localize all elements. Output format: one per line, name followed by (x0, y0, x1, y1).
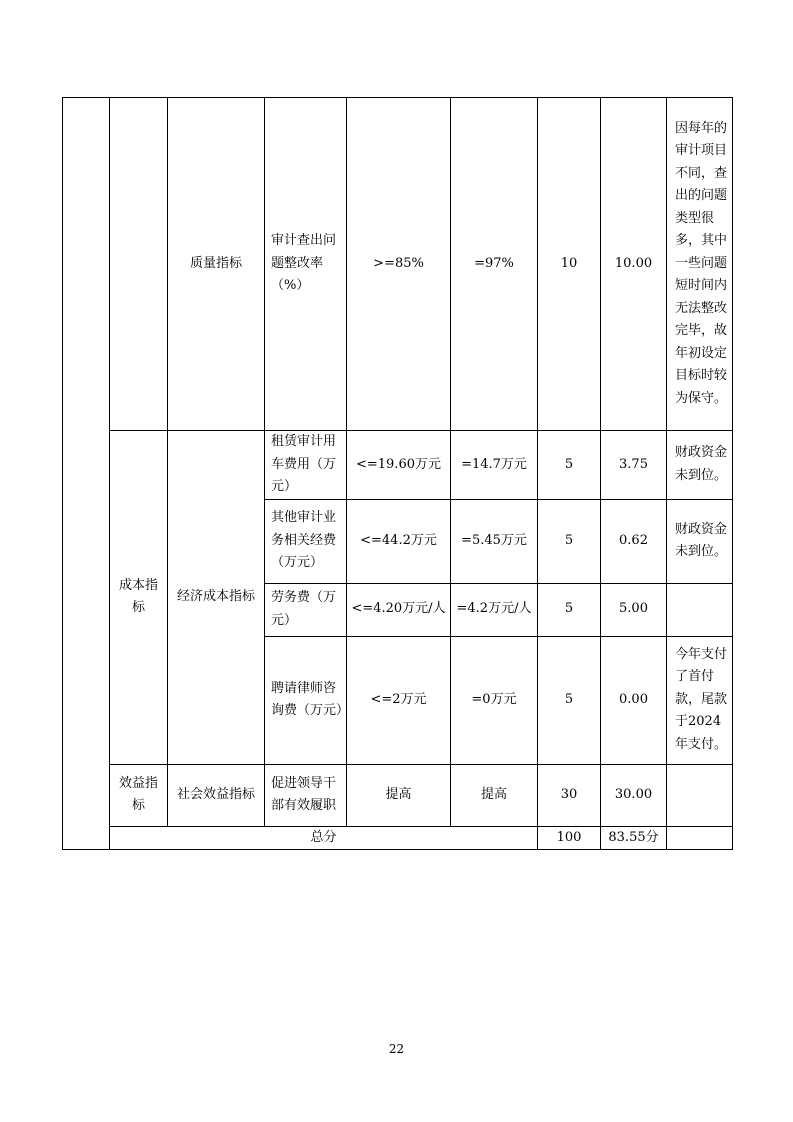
page-number: 22 (388, 1042, 405, 1056)
score-cell: 5.00 (601, 583, 667, 636)
actual-value-cell: =14.7万元 (451, 431, 538, 500)
deviation-note-cell: 今年支付了首付款，尾款于2024年支付。 (667, 636, 733, 764)
actual-value-cell: =4.2万元/人 (451, 583, 538, 636)
total-weight-cell: 100 (538, 826, 601, 850)
weight-cell: 5 (538, 583, 601, 636)
annual-target-cell: <=19.60万元 (347, 431, 451, 500)
indicator-name-cell: 聘请律师咨询费（万元） (265, 636, 347, 764)
annual-target-cell: 提高 (347, 764, 451, 826)
deviation-note-cell (667, 764, 733, 826)
table-row-cost-1 (63, 431, 733, 500)
tertiary-indicator-cell: 经济成本指标 (168, 431, 265, 765)
secondary-indicator-cell (110, 98, 168, 431)
tertiary-indicator-cell: 质量指标 (168, 98, 265, 431)
secondary-indicator-cell: 成本指标 (110, 431, 168, 765)
annual-target-cell: <=44.2万元 (347, 499, 451, 583)
tertiary-indicator-cell: 社会效益指标 (168, 764, 265, 826)
total-label-cell: 总分 (110, 826, 538, 850)
total-note-cell (667, 826, 733, 850)
score-cell: 0.00 (601, 636, 667, 764)
indicator-name-cell: 审计查出问题整改率（%） (265, 98, 347, 431)
table-row-benefit (63, 764, 733, 826)
actual-value-cell: =97% (451, 98, 538, 431)
weight-cell: 5 (538, 499, 601, 583)
annual-target-cell: <=2万元 (347, 636, 451, 764)
deviation-note-cell: 财政资金未到位。 (667, 499, 733, 583)
weight-cell: 5 (538, 431, 601, 500)
deviation-note-cell: 因每年的审计项目不同，查出的问题类型很多，其中一些问题短时间内无法整改完毕，故年初设定目标时较为保守。 (667, 98, 733, 431)
weight-cell: 10 (538, 98, 601, 431)
score-cell: 30.00 (601, 764, 667, 826)
total-score-cell: 83.55分 (601, 826, 667, 850)
deviation-note-cell (667, 583, 733, 636)
primary-indicator-cell (63, 98, 110, 850)
actual-value-cell: 提高 (451, 764, 538, 826)
indicator-name-cell: 租赁审计用车费用（万元） (265, 431, 347, 500)
score-cell: 10.00 (601, 98, 667, 431)
deviation-note-cell: 财政资金未到位。 (667, 431, 733, 500)
table-row-quality (63, 98, 733, 431)
weight-cell: 5 (538, 636, 601, 764)
indicator-name-cell: 其他审计业务相关经费（万元） (265, 499, 347, 583)
indicator-name-cell: 劳务费（万元） (265, 583, 347, 636)
score-cell: 0.62 (601, 499, 667, 583)
weight-cell: 30 (538, 764, 601, 826)
indicator-name-cell: 促进领导干部有效履职 (265, 764, 347, 826)
annual-target-cell: >=85% (347, 98, 451, 431)
actual-value-cell: =5.45万元 (451, 499, 538, 583)
annual-target-cell: <=4.20万元/人 (347, 583, 451, 636)
secondary-indicator-cell: 效益指标 (110, 764, 168, 826)
actual-value-cell: =0万元 (451, 636, 538, 764)
score-cell: 3.75 (601, 431, 667, 500)
table-row-total (63, 826, 733, 850)
performance-table (62, 97, 733, 850)
